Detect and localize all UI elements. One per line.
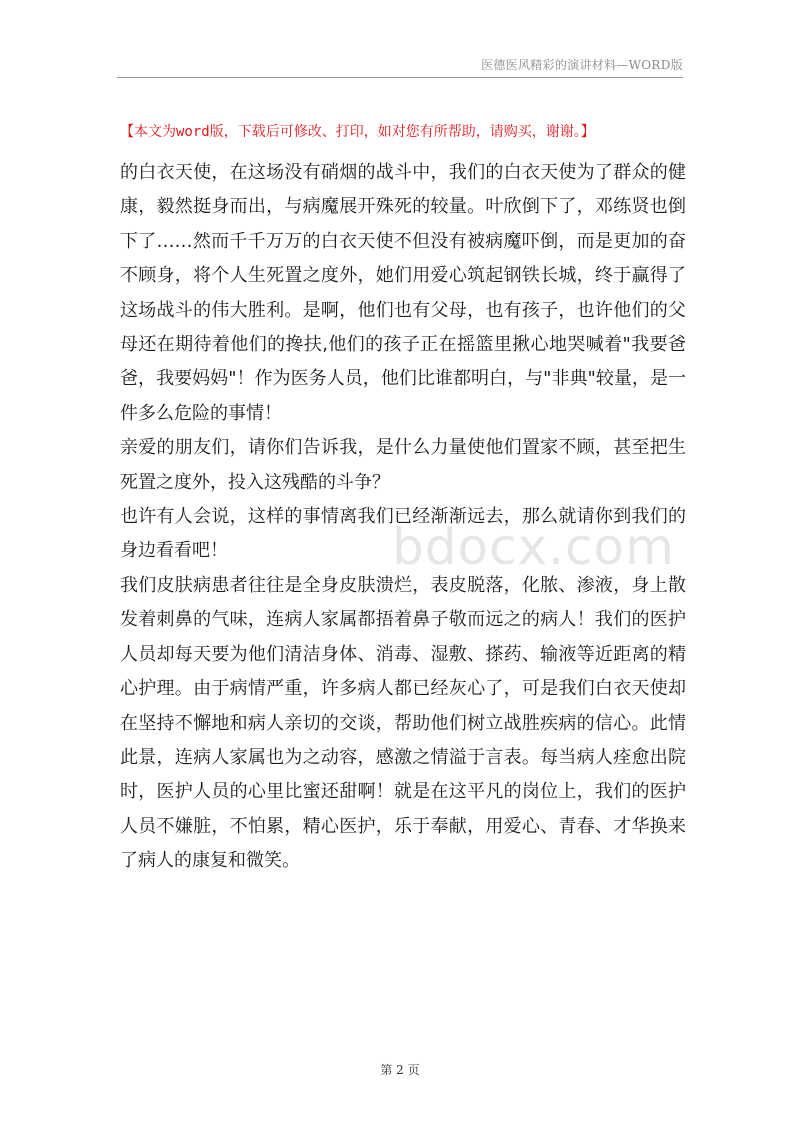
header-divider bbox=[117, 77, 683, 78]
watermark: bdocx.com bbox=[392, 518, 675, 576]
paragraph: 的白衣天使，在这场没有硝烟的战斗中，我们的白衣天使为了群众的健康，毅然挺身而出，与病魔展开殊死的较量。叶欣倒下了，邓练贤也倒下了……然而千千万万的白衣天使不但没有被病魔吓倒，而是更加的奋不顾身，将个人生死置之度外，她们用爱心筑起钢铁长城，终于赢得了这场战斗的伟大胜利。是啊，他们也有父母，也有孩子，也许他们的父母还在期待着他们的搀扶,他们的孩子正在摇篮里揪心地哭喊着"我要爸爸，我要妈妈"！作为医务人员，他们比谁都明白，与"非典"较量，是一件多么危险的事情！ bbox=[120, 162, 686, 424]
paragraph: 我们皮肤病患者往往是全身皮肤溃烂，表皮脱落，化脓、渗液，身上散发着刺鼻的气味，连病人家属都捂着鼻子敬而远之的病人！我们的医护人员却每天要为他们清洁身体、消毒、湿敷、搽药、输液等近距离的精心护理。由于病情严重，许多病人都已经灰心了，可是我们白衣天使却在坚持不懈地和病人亲切的交谈，帮助他们树立战胜疾病的信心。此情此景，连病人家属也为之动容，感激之情溢于言表。每当病人痊愈出院时，医护人员的心里比蜜还甜啊！就是在这平凡的岗位上，我们的医护人员不嫌脏，不怕累，精心医护，乐于奉献，用爱心、青春、才华换来了病人的康复和微笑。 bbox=[120, 574, 686, 872]
paragraph: 亲爱的朋友们，请你们告诉我，是什么力量使他们置家不顾，甚至把生死置之度外，投入这残酷的斗争？ bbox=[120, 437, 686, 493]
paragraph: 也许有人会说，这样的事情离我们已经渐渐远去，那么就请你到我们的身边看看吧！ bbox=[120, 506, 686, 562]
document-header-title: 医德医风精彩的演讲材料—WORD版 bbox=[481, 58, 683, 72]
page-number: 第 2 页 bbox=[380, 1063, 420, 1077]
document-body bbox=[120, 156, 686, 879]
download-notice: 【本文为word版，下载后可修改、打印，如对您有所帮助，请购买，谢谢。】 bbox=[120, 124, 595, 140]
